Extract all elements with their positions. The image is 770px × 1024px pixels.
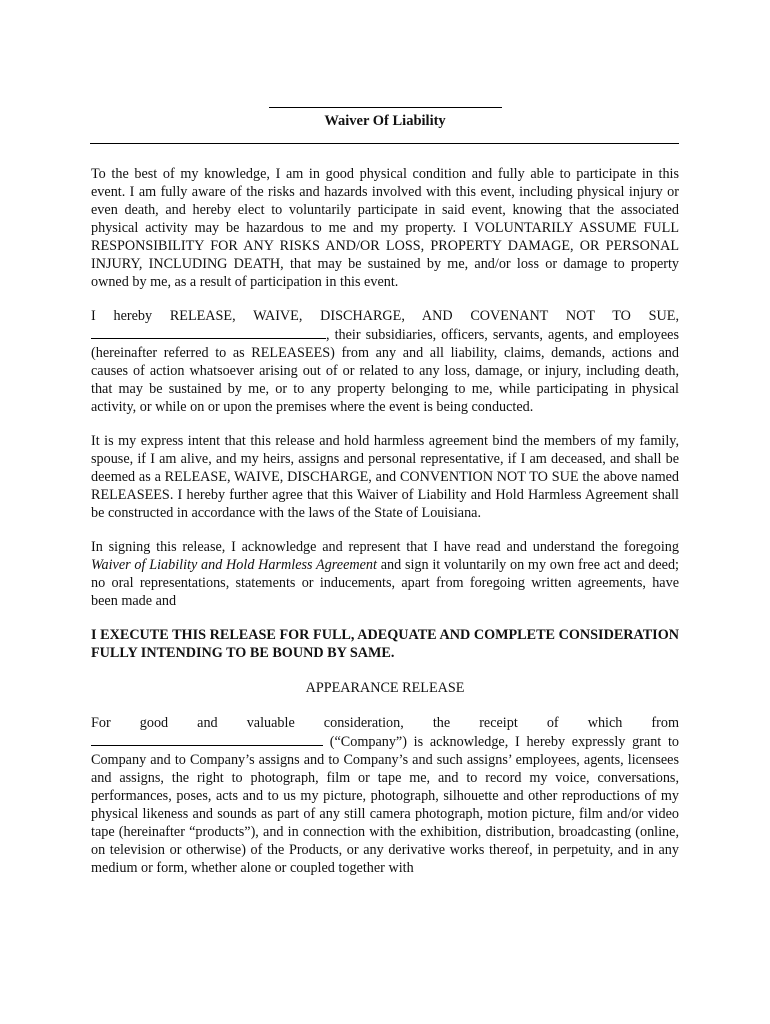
appearance-intro: For good and valuable consideration, the receipt of which from (91, 715, 679, 731)
appearance-release-heading: APPEARANCE RELEASE (305, 680, 465, 696)
paragraph-execute: I EXECUTE THIS RELEASE FOR FULL, ADEQUATE AND COMPLETE CONSIDERATION FULLY INTENDING TO BE BOUND BY SAME. (91, 627, 679, 661)
document-title: Waiver Of Liability (324, 113, 446, 129)
paragraph-release (91, 307, 679, 416)
document-body (91, 165, 679, 893)
paragraph-acknowledgement (91, 538, 679, 610)
ack-start: In signing this release, I acknowledge and represent that I have read and understand the foregoing (91, 539, 679, 555)
company-name-blank[interactable] (91, 732, 323, 746)
release-body: , their subsidiaries, officers, servants, agents, and employees (hereinafter referred to as RELEASEES) from any and all liability, claims, demands, actions and causes of action whatsoever arising out of or related to any loss, damage, or injury, including death, that may be sustained by me, or to any property belonging to me, while participating in physical activity, or while on or upon the premises where the event is being conducted. (91, 327, 679, 415)
release-intro: I hereby RELEASE, WAIVE, DISCHARGE, AND COVENANT NOT TO SUE, (91, 308, 679, 324)
ack-end: and sign it voluntarily on my own free act and deed; no oral representations, statements or inducements, apart from foregoing written agreements, have been made and (91, 557, 680, 609)
appearance-body: (“Company”) is acknowledge, I hereby expressly grant to Company and to Company’s assigns and to Company’s and such assigns’ employees, agents, licensees and assigns, the right to photograph, film or tape me, and to record my voice, conversations, performances, poses, acts and to us my picture, photograph, silhouette and other reproductions of my physical likeness and sounds as part of any still camera photograph, motion picture, film and/or video tape (hereinafter “products”), and in connection with the exhibition, distribution, broadcasting (online, on television or otherwise) of the Products, or any derivative works thereof, in perpetuity, and in any medium or form, whether alone or coupled together with (91, 734, 679, 876)
paragraph-appearance (91, 714, 679, 877)
releasee-name-blank[interactable] (91, 325, 326, 339)
paragraph-physical-condition: To the best of my knowledge, I am in good physical condition and fully able to participate in this event. I am fully aware of the risks and hazards involved with this event, including physical injury or even death, and hereby elect to voluntarily participate in said event, knowing that the associated physical activity may be hazardous to me and my property. I VOLUNTARILY ASSUME FULL RESPONSIBILITY FOR ANY RISKS AND/OR LOSS, PROPERTY DAMAGE, OR PERSONAL INJURY, INCLUDING DEATH, that may be sustained by me, and/or loss or damage to property owned by me, as a result of participation in this event. (91, 166, 679, 290)
title-rule-top (269, 107, 502, 108)
agreement-title-italic: Waiver of Liability and Hold Harmless Agreement (91, 557, 377, 573)
paragraph-intent: It is my express intent that this release and hold harmless agreement bind the members of my family, spouse, if I am alive, and my heirs, assigns and personal representative, if I am deceased, and shall be deemed as a RELEASE, WAIVE, DISCHARGE, and CONVENTION NOT TO SUE the above named RELEASEES. I hereby further agree that this Waiver of Liability and Hold Harmless Agreement shall be constructed in accordance with the laws of the State of Louisiana. (91, 433, 679, 521)
title-rule-bottom (90, 143, 679, 144)
